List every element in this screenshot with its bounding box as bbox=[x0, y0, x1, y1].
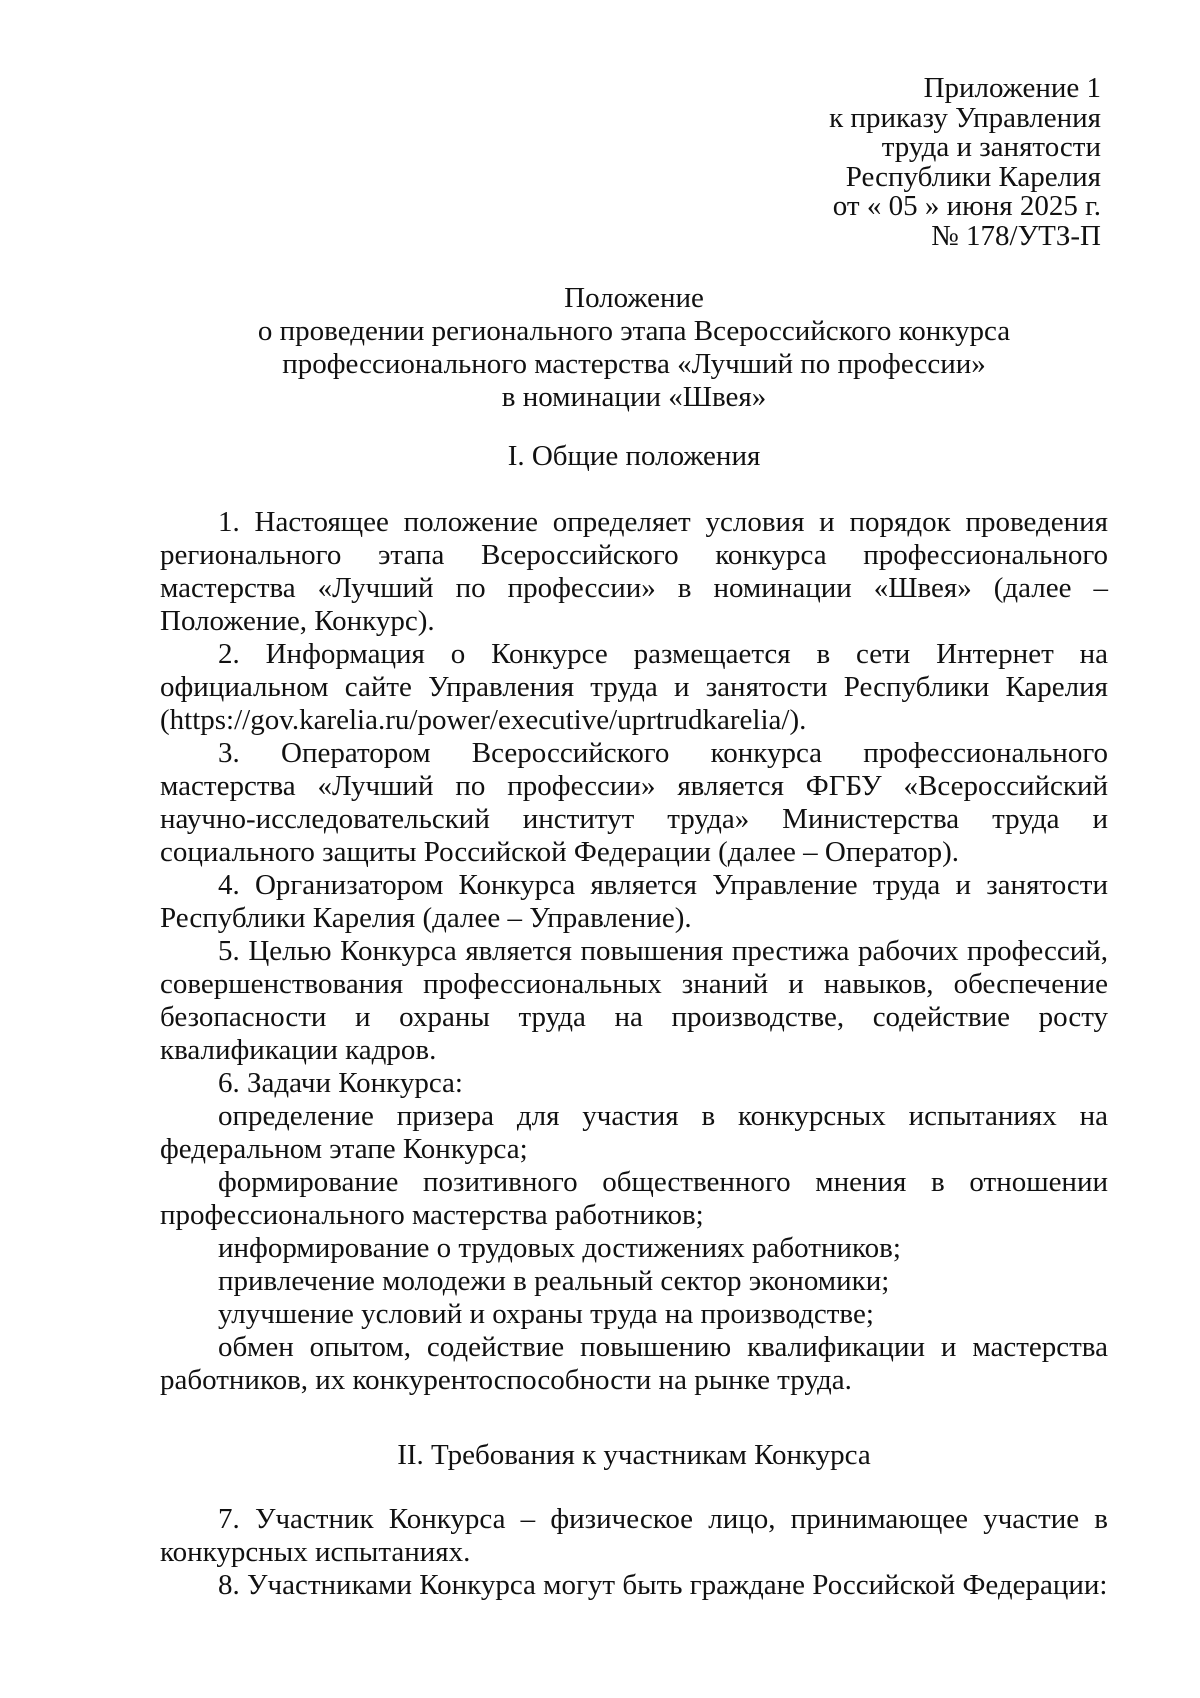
paragraph: 2. Информация о Конкурсе размещается в сети Интернет на официальном сайте Управления труда и занятости Республики Карелия (https://gov.karelia.ru/power/executive/uprtrudkarelia/). bbox=[160, 638, 1108, 736]
header-line: № 178/УТЗ-П bbox=[931, 219, 1101, 252]
section-1-body bbox=[160, 506, 1108, 1397]
paragraph: информирование о трудовых достижениях работников; bbox=[218, 1232, 901, 1264]
paragraph: привлечение молодежи в реальный сектор экономики; bbox=[218, 1265, 890, 1297]
paragraph: определение призера для участия в конкурсных испытаниях на федеральном этапе Конкурса; bbox=[160, 1100, 1108, 1165]
section-heading-2: II. Требования к участникам Конкурса bbox=[397, 1439, 871, 1471]
section-heading-1: I. Общие положения bbox=[507, 440, 761, 472]
paragraph: улучшение условий и охраны труда на производстве; bbox=[218, 1298, 874, 1330]
paragraph: 1. Настоящее положение определяет условия и порядок проведения регионального этапа Всероссийского конкурса профессионального мастерства «Лучший по профессии» в номинации «Швея» (далее – Положение, Конкурс). bbox=[160, 506, 1108, 637]
title-line: Положение bbox=[564, 282, 704, 314]
document-title bbox=[160, 282, 1108, 414]
appendix-header bbox=[829, 74, 1101, 251]
paragraph: 8. Участниками Конкурса могут быть граждане Российской Федерации: bbox=[218, 1569, 1108, 1601]
title-line: в номинации «Швея» bbox=[501, 381, 767, 413]
header-line: труда и занятости bbox=[881, 131, 1101, 163]
title-line: профессионального мастерства «Лучший по профессии» bbox=[282, 348, 986, 380]
header-line: Приложение 1 bbox=[923, 72, 1101, 104]
paragraph: 7. Участник Конкурса – физическое лицо, принимающее участие в конкурсных испытаниях. bbox=[160, 1503, 1108, 1568]
paragraph: 3. Оператором Всероссийского конкурса профессионального мастерства «Лучший по профессии» является ФГБУ «Всероссийский научно-исследовательский институт труда» Министерства труда и социального защиты Российской Федерации (далее – Оператор). bbox=[160, 737, 1108, 868]
paragraph: обмен опытом, содействие повышению квалификации и мастерства работников, их конкурентоспособности на рынке труда. bbox=[160, 1331, 1108, 1396]
paragraph: 4. Организатором Конкурса является Управление труда и занятости Республики Карелия (далее – Управление). bbox=[160, 869, 1108, 934]
paragraph: 6. Задачи Конкурса: bbox=[218, 1067, 463, 1099]
section-2-body bbox=[160, 1503, 1108, 1602]
header-line: от « 05 » июня 2025 г. bbox=[832, 190, 1101, 222]
title-line: о проведении регионального этапа Всероссийского конкурса bbox=[257, 315, 1011, 347]
header-line: к приказу Управления bbox=[829, 101, 1101, 134]
paragraph: формирование позитивного общественного мнения в отношении профессионального мастерства работников; bbox=[160, 1166, 1108, 1231]
paragraph: 5. Целью Конкурса является повышения престижа рабочих профессий, совершенствования профессиональных знаний и навыков, обеспечение безопасности и охраны труда на производстве, содействие росту квалификации кадров. bbox=[160, 935, 1108, 1066]
header-line: Республики Карелия bbox=[845, 160, 1101, 193]
